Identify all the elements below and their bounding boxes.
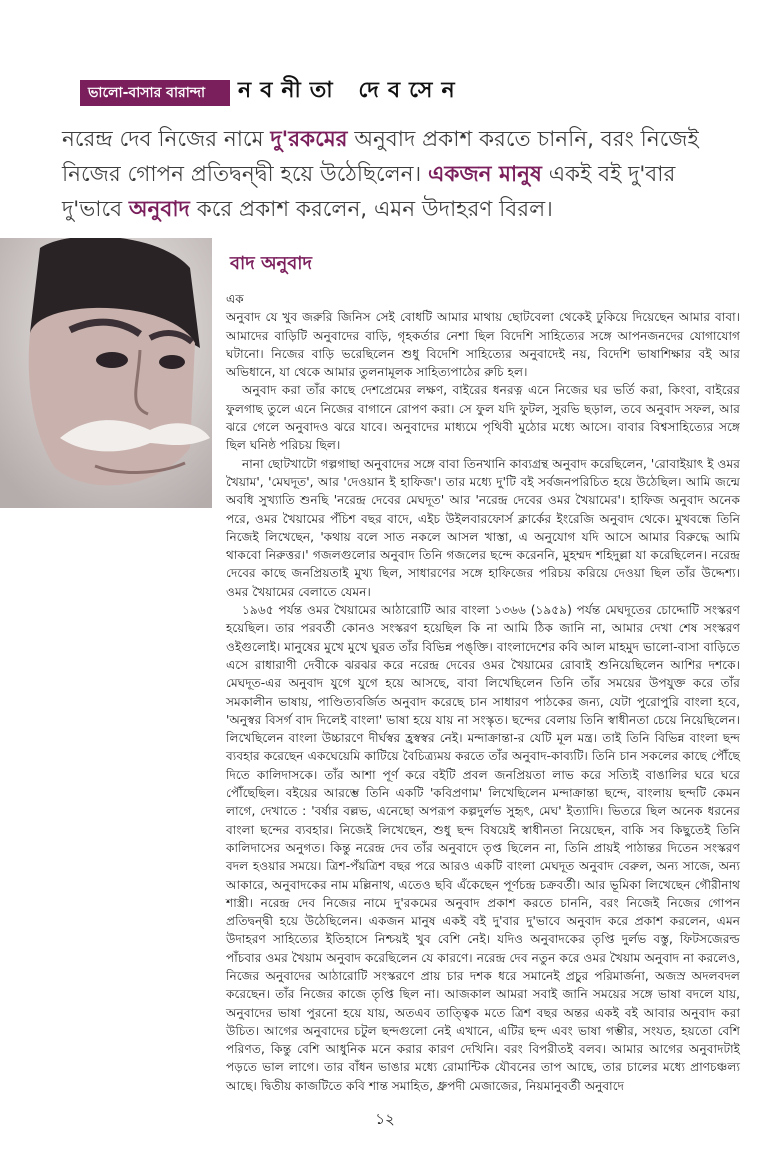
standfirst-text: অনুবাদ প্রকাশ করতে চাননি, বরং নিজেই নিজের গোপন প্রতিদ্বন্দ্বী হয়ে উঠেছিলেন। (62, 127, 699, 187)
section-marker: এক (226, 292, 244, 306)
article-title: বাদ অনুবাদ (230, 253, 312, 274)
standfirst-text: নরেন্দ্র দেব নিজের নামে (62, 127, 271, 152)
article-body (226, 290, 740, 1095)
standfirst-highlight: অনুবাদ (128, 197, 190, 222)
page-number: ১২ (375, 1110, 395, 1128)
standfirst-text: করে প্রকাশ করলেন, এমন উদাহরণ বিরল। (189, 197, 553, 222)
standfirst (62, 122, 702, 227)
portrait-photo (0, 238, 212, 508)
standfirst-highlight: দু'রকমের (270, 127, 348, 152)
body-paragraph: অনুবাদ যে খুব জরুরি জিনিস সেই বোধটি আমার মাথায় ছোটবেলা থেকেই ঢুকিয়ে দিয়েছেন আমার বাবা। আমাদের বাড়িটি অনুবাদের বাড়ি, গৃহকর্তার নেশা ছিল বিদেশি সাহিত্যের সঙ্গে আপনজনদের যোগাযোগ ঘটানো। নিজের বাড়ি ভরেছিলেন শুধু বিদেশি সাহিত্যের অনুবাদেই নয়, বিদেশি ভাষাশিক্ষার বই আর অভিধানে, যা থেকে আমার তুলনামূলক সাহিত্যপাঠের রুচি হল। (226, 310, 740, 380)
body-paragraph: নানা ছোটখাটো গল্পগাছা অনুবাদের সঙ্গে বাবা তিনখানি কাব্যগ্রন্থ অনুবাদ করেছিলেন, 'রোবাইয়াৎ ই ওমর খৈয়াম', 'মেঘদূত', আর 'দেওয়ান ই হাফিজ'। তার মধ্যে দু'টি বই সর্বজনপরিচিত হয়ে উঠেছিল। আমি জন্মে অবধি সুখ্যাতি শুনছি 'নরেন্দ্র দেবের মেঘদূত' আর 'নরেন্দ্র দেবের ওমর খৈয়ামের'। হাফিজ অনুবাদ অনেক পরে, ওমর খৈয়ামের পঁচিশ বছর বাদে, এইচ উইলবারফোর্স ক্লার্কের ইংরেজি অনুবাদ থেকে। মুখবন্ধে তিনি নিজেই লিখেছেন, 'কথায় বলে সাত নকলে আসল খাস্তা, এ অনুযোগ যদি আসে আমার বিরুদ্ধে আমি থাকবো নিরুত্তর।' গজলগুলোর অনুবাদ তিনি গজলের ছন্দে করেননি, মুহম্মদ শহিদুল্লা যা করেছিলেন। নরেন্দ্র দেবের কাছে জনপ্রিয়তাই মুখ্য ছিল, সাধারণের সঙ্গে হাফিজের পরিচয় করিয়ে দেওয়া ছিল তাঁর উদ্দেশ্য। ওমর খৈয়ামের বেলাতে যেমন। (226, 456, 740, 599)
body-paragraph: ১৯৬৫ পর্যন্ত ওমর খৈয়ামের আঠারোটি আর বাংলা ১৩৬৬ (১৯৫৯) পর্যন্ত মেঘদূতের চোদ্দোটি সংস্করণ হয়েছিল। তার পরবর্তী কোনও সংস্করণ হয়েছিল কি না আমি ঠিক জানি না, আমার দেখা শেষ সংস্করণ ওইগুলোই। মানুষের মুখে মুখে ঘুরত তাঁর বিভিন্ন পঙ্‌ক্তি। বাংলাদেশের কবি আল মাহমুদ ভালো-বাসা বাড়িতে এসে রাধারাণী দেবীকে ঝরঝর করে নরেন্দ্র দেবের ওমর খৈয়ামের রোবাই শুনিয়েছিলেন আশির দশকে। মেঘদূত-এর অনুবাদ যুগে যুগে হয়ে আসছে, বাবা লিখেছিলেন তিনি তাঁর সময়ের উপযুক্ত করে তাঁর সমকালীন ভাষায়, পাণ্ডিত্যবর্জিত অনুবাদ করেছে চান সাধারণ পাঠকের জন্য, যেটা পুরোপুরি বাংলা হবে, 'অনুস্বর বিসর্গ বাদ দিলেই বাংলা' ভাষা হয়ে যায় না সংস্কৃত। ছন্দের বেলায় তিনি স্বাধীনতা চেয়ে নিয়েছিলেন। লিখেছিলেন বাংলা উচ্চারণে দীর্ঘস্বর হ্রস্বস্বর নেই। মন্দাক্রান্তা-র যেটি মূল মন্ত্র। তাই তিনি বিভিন্ন বাংলা ছন্দ ব্যবহার করেছেন একঘেয়েমি কাটিয়ে বৈচিত্র্যময় করতে তাঁর অনুবাদ-কাব্যটি। তিনি চান সকলের কাছে পৌঁছে দিতে কালিদাসকে। তাঁর আশা পূর্ণ করে বইটি প্রবল জনপ্রিয়তা লাভ করে সত্যিই বাঙালির ঘরে ঘরে পৌঁছেছিল। বইয়ের আরম্ভে তিনি একটি 'কবিপ্রণাম' লিখেছিলেন মন্দাক্রান্তা ছন্দে, বাংলায় ছন্দটি কেমন লাগে, দেখাতে : 'বর্ষার বল্লভ, এনেছো অপরূপ কল্পদুর্লভ সুহৃৎ, মেঘ' ইত্যাদি। ভিতরে ছিল অনেক ধরনের বাংলা ছন্দের ব্যবহার। নিজেই লিখেছেন, শুধু ছন্দ বিষয়েই স্বাধীনতা নিয়েছেন, বাকি সব কিছুতেই তিনি কালিদাসের অনুগত। কিন্তু নরেন্দ্র দেব তাঁর অনুবাদে তৃপ্ত ছিলেন না, তিনি প্রায়ই পাঠান্তর দিতেন সংস্করণ বদল হওয়ার সময়ে। ত্রিশ-পঁয়ত্রিশ বছর পরে আরও একটি বাংলা মেঘদূত অনুবাদ বেরুল, অন্য সাজে, অন্য আকারে, অনুবাদকের নাম মল্লিনাথ, এতেও ছবি এঁকেছেন পূর্ণচন্দ্র চক্রবর্তী। আর ভূমিকা লিখেছেন গৌরীনাথ শাস্ত্রী। নরেন্দ্র দেব নিজের নামে দু'রকমের অনুবাদ প্রকাশ করতে চাননি, বরং নিজেই নিজের গোপন প্রতিদ্বন্দ্বী হয়ে উঠেছিলেন। একজন মানুষ একই বই দু'বার দু'ভাবে অনুবাদ করে প্রকাশ করলেন, এমন উদাহরণ সাহিত্যের ইতিহাসে নিশ্চয়ই খুব বেশি নেই। যদিও অনুবাদকের তৃপ্তি দুর্লভ বস্তু, ফিটসজেরল্ড পাঁচবার ওমর খৈয়াম অনুবাদ করেছিলেন যে কারণে। নরেন্দ্র দেব নতুন করে ওমর খৈয়াম অনুবাদ না করলেও, নিজের অনুবাদের আঠারোটি সংস্করণে প্রায় চার দশক ধরে সমানেই প্রচুর পরিমার্জনা, অজস্র অদলবদল করেছেন। তাঁর নিজের কাজে তৃপ্তি ছিল না। আজকাল আমরা সবাই জানি সময়ের সঙ্গে ভাষা বদলে যায়, অনুবাদের ভাষা পুরনো হয়ে যায়, অতএব তাত্ত্বিক মতে ত্রিশ বছর অন্তর একই বই আবার অনুবাদ করা উচিত। আগের অনুবাদের চটুল ছন্দগুলো নেই এখানে, এটির ছন্দ এবং ভাষা গম্ভীর, সংযত, হয়তো বেশি পরিণত, কিন্তু বেশি আধুনিক মনে করার কারণ দেখিনি। বরং বিপরীতই বলব। আমার আগের অনুবাদটাই পড়তে ভাল লাগে। তার বাঁধন ভাঙার মধ্যে রোমান্টিক যৌবনের তাপ আছে, তার চালের মধ্যে প্রাণচঞ্চল্য আছে। দ্বিতীয় কাজটিতে কবি শান্ত সমাহিত, ধ্রুপদী মেজাজের, নিয়মানুবর্তী অনুবাদে (226, 603, 740, 1093)
standfirst-text: একই বই দু'বার দু'ভাবে (62, 162, 676, 222)
body-paragraph: অনুবাদ করা তাঁর কাছে দেশপ্রেমের লক্ষণ, বাইরের ধনরত্ন এনে নিজের ঘর ভর্তি করা, কিংবা, বাইরের ফুলগাছ তুলে এনে নিজের বাগানে রোপণ করা। সে ফুল যদি ফুটল, সুরভি ছড়াল, তবে অনুবাদ সফল, আর ঝরে গেলে অনুবাদও ঝরে যাবে। অনুবাদের মাধ্যমে পৃথিবী মুঠোর মধ্যে আসে। বাবার বিশ্বসাহিত্যের সঙ্গে ছিল ঘনিষ্ঠ পরিচয় ছিল। (226, 383, 740, 453)
section-label: ভালো-বাসার বারান্দা (88, 85, 206, 101)
author-name: নবনীতা দেবসেন (238, 78, 464, 103)
standfirst-highlight: একজন মানুষ (428, 162, 542, 187)
